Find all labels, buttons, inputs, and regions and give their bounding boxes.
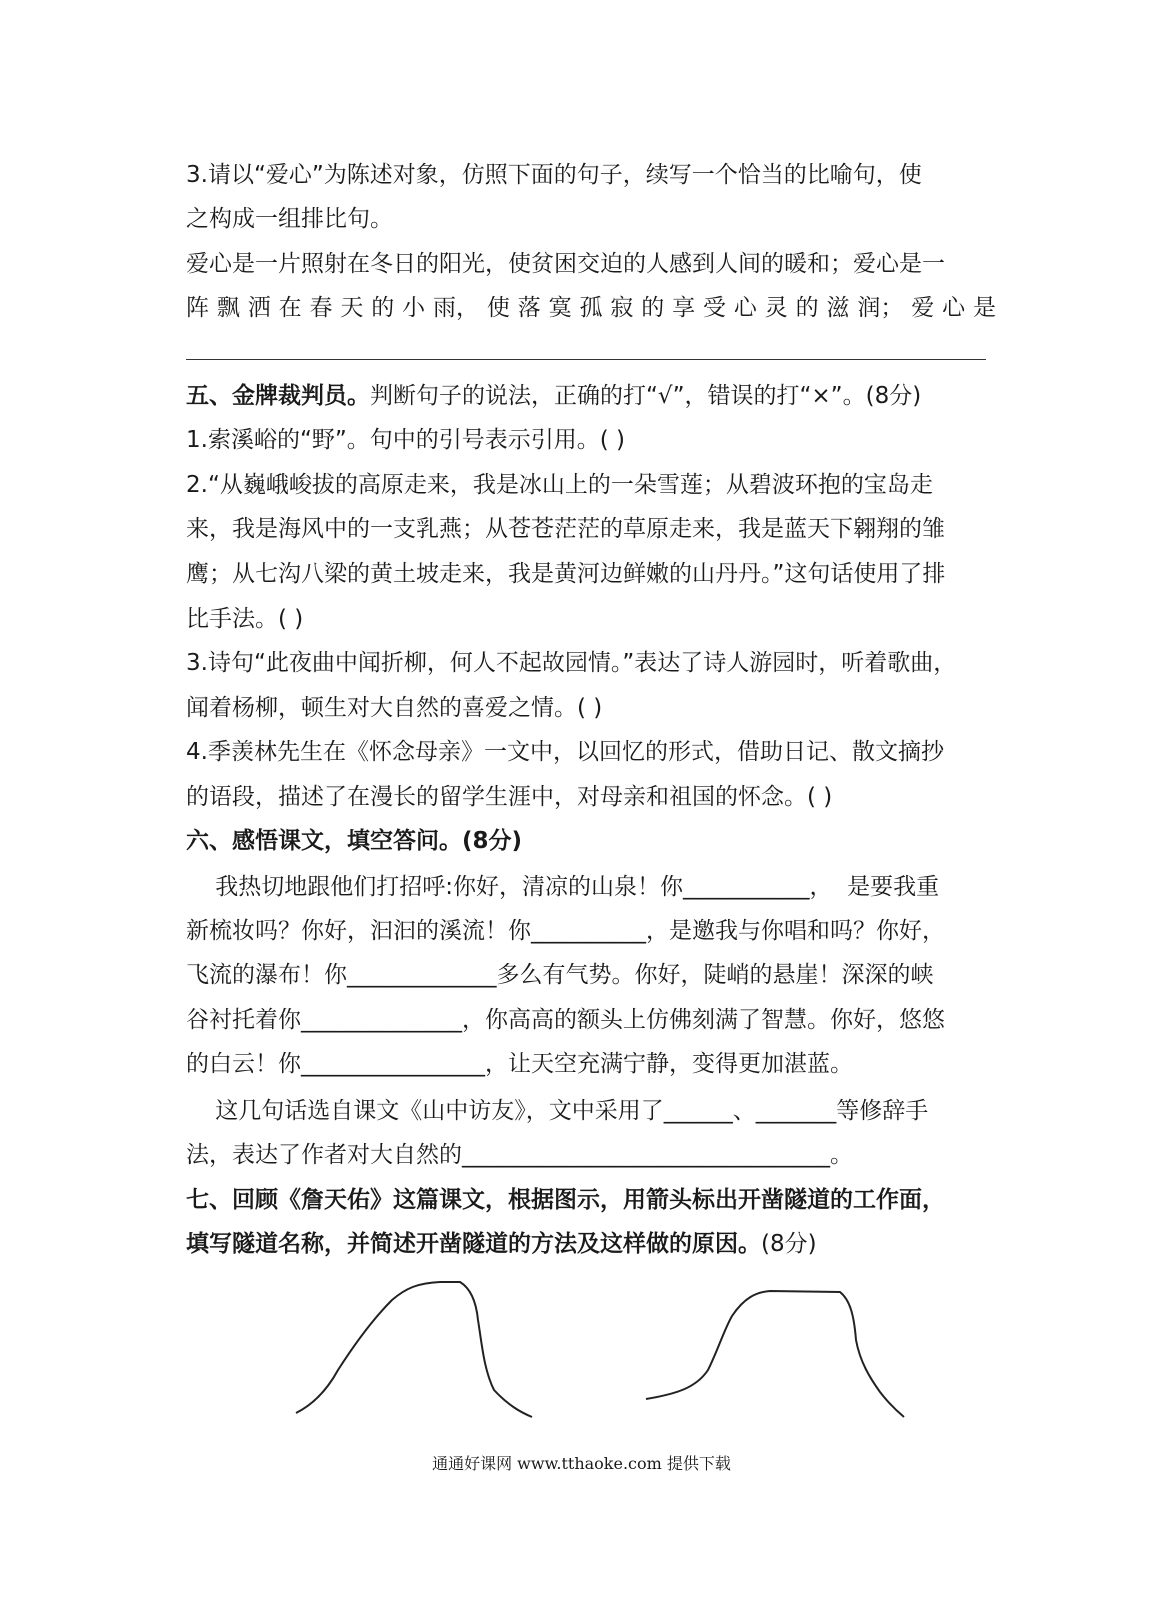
q3-line-4-char: 滋 (826, 295, 850, 321)
s5-item-1: 1.索溪峪的“野”。句中的引号表示引用。( ) (186, 427, 626, 453)
q3-line-4-char: 阵 (186, 295, 209, 321)
s5-item-4-line-1: 4.季羡林先生在《怀念母亲》一文中，以回忆的形式，借助日记、散文摘抄 (186, 739, 944, 765)
s5-item-3-line-2: 闻着杨柳，顿生对大自然的喜爱之情。( ) (186, 695, 603, 721)
mountain-left (296, 1282, 532, 1417)
s5-item-3-line-1: 3.诗句“此夜曲中闻折柳，何人不起故园情。”表达了诗人游园时，听着歌曲， (186, 650, 957, 676)
q3-line-4-char: 寞 (548, 295, 572, 321)
section7-line-1: 七、回顾《詹天佑》这篇课文，根据图示，用箭头标出开凿隧道的工作面， (186, 1187, 945, 1213)
mountain-right (646, 1291, 904, 1417)
q3-line-4-char: 心 (942, 295, 966, 321)
s6-p1-line-1: 我热切地跟他们打招呼:你好，清凉的山泉！你___________， 是要我重 (186, 874, 940, 900)
page-footer: 通通好课网 www.tthaoke.com 提供下载 (432, 1454, 731, 1473)
q3-line-4-char: 灵 (764, 295, 788, 321)
q3-line-4-char: 的 (371, 295, 395, 321)
s5-item-2-line-2: 来，我是海风中的一支乳燕；从苍苍茫茫的草原走来，我是蓝天下翱翔的雏 (186, 516, 945, 542)
s6-p1-line-3: 飞流的瀑布！你_____________多么有气势。你好，陡峭的悬崖！深深的峡 (186, 962, 934, 988)
q3-line-4-char: 小 (402, 295, 426, 321)
section5-instruction: 判断句子的说法，正确的打“√”，错误的打“×”。(8分) (370, 383, 922, 409)
q3-line-4-char: 孤 (579, 295, 603, 321)
section5-heading: 五、金牌裁判员。 (186, 383, 370, 409)
q3-line-4-char: 享 (672, 295, 696, 321)
q3-line-4-char: 在 (278, 295, 302, 321)
q3-line-4-char: 受 (703, 295, 726, 321)
q3-line-4-char: 寂 (610, 295, 634, 321)
s5-item-2-line-1: 2.“从巍峨峻拔的高原走来，我是冰山上的一朵雪莲；从碧波环抱的宝岛走 (186, 472, 933, 498)
s6-p1-line-2: 新梳妆吗？你好，汩汩的溪流！你__________，是邀我与你唱和吗？你好， (186, 918, 945, 944)
q3-line-4-char: 爱 (911, 295, 935, 321)
section7-score: (8分) (761, 1231, 817, 1257)
s5-item-2-line-4: 比手法。( ) (186, 606, 304, 632)
q3-line-4-char: 润； (857, 295, 904, 321)
s5-item-4-line-2: 的语段，描述了在漫长的留学生涯中，对母亲和祖国的怀念。( ) (186, 784, 833, 810)
q3-line-3: 爱心是一片照射在冬日的阳光，使贫困交迫的人感到人间的暖和；爱心是一 (186, 251, 945, 277)
q3-line-2: 之构成一组排比句。 (186, 206, 393, 232)
q3-line-4-char: 洒 (247, 295, 271, 321)
s6-p1-line-4: 谷衬托着你______________，你高高的额头上仿佛刻满了智慧。你好，悠悠 (186, 1007, 945, 1033)
q3-line-4-char: 落 (517, 295, 541, 321)
s6-p2-line-2: 法，表达了作者对大自然的________________________________。 (186, 1142, 853, 1168)
q3-line-4-char: 春 (309, 295, 333, 321)
q3-line-4-char: 使 (486, 295, 510, 321)
section7-instruction: 填写隧道名称，并简述开凿隧道的方法及这样做的原因。 (186, 1231, 761, 1257)
section6-heading: 六、感悟课文，填空答问。(8分) (186, 828, 523, 854)
q3-line-4-char: 的 (795, 295, 819, 321)
s6-p1-line-5: 的白云！你________________，让天空充满宁静，变得更加湛蓝。 (186, 1051, 853, 1077)
s5-item-2-line-3: 鹰；从七沟八梁的黄土坡走来，我是黄河边鲜嫩的山丹丹。”这句话使用了排 (186, 561, 946, 587)
q3-line-4-char: 心 (733, 295, 757, 321)
q3-line-4-char: 是 (973, 295, 996, 321)
q3-line-1: 3.请以“爱心”为陈述对象，仿照下面的句子，续写一个恰当的比喻句，使 (186, 162, 922, 188)
q3-line-4-char: 雨， (433, 295, 479, 321)
s6-p2-line-1: 这几句话选自课文《山中访友》，文中采用了______、_______等修辞手 (186, 1098, 929, 1124)
q3-line-4-char: 天 (340, 295, 364, 321)
q3-line-4-char: 飘 (216, 295, 240, 321)
q3-line-4-char: 的 (641, 295, 665, 321)
